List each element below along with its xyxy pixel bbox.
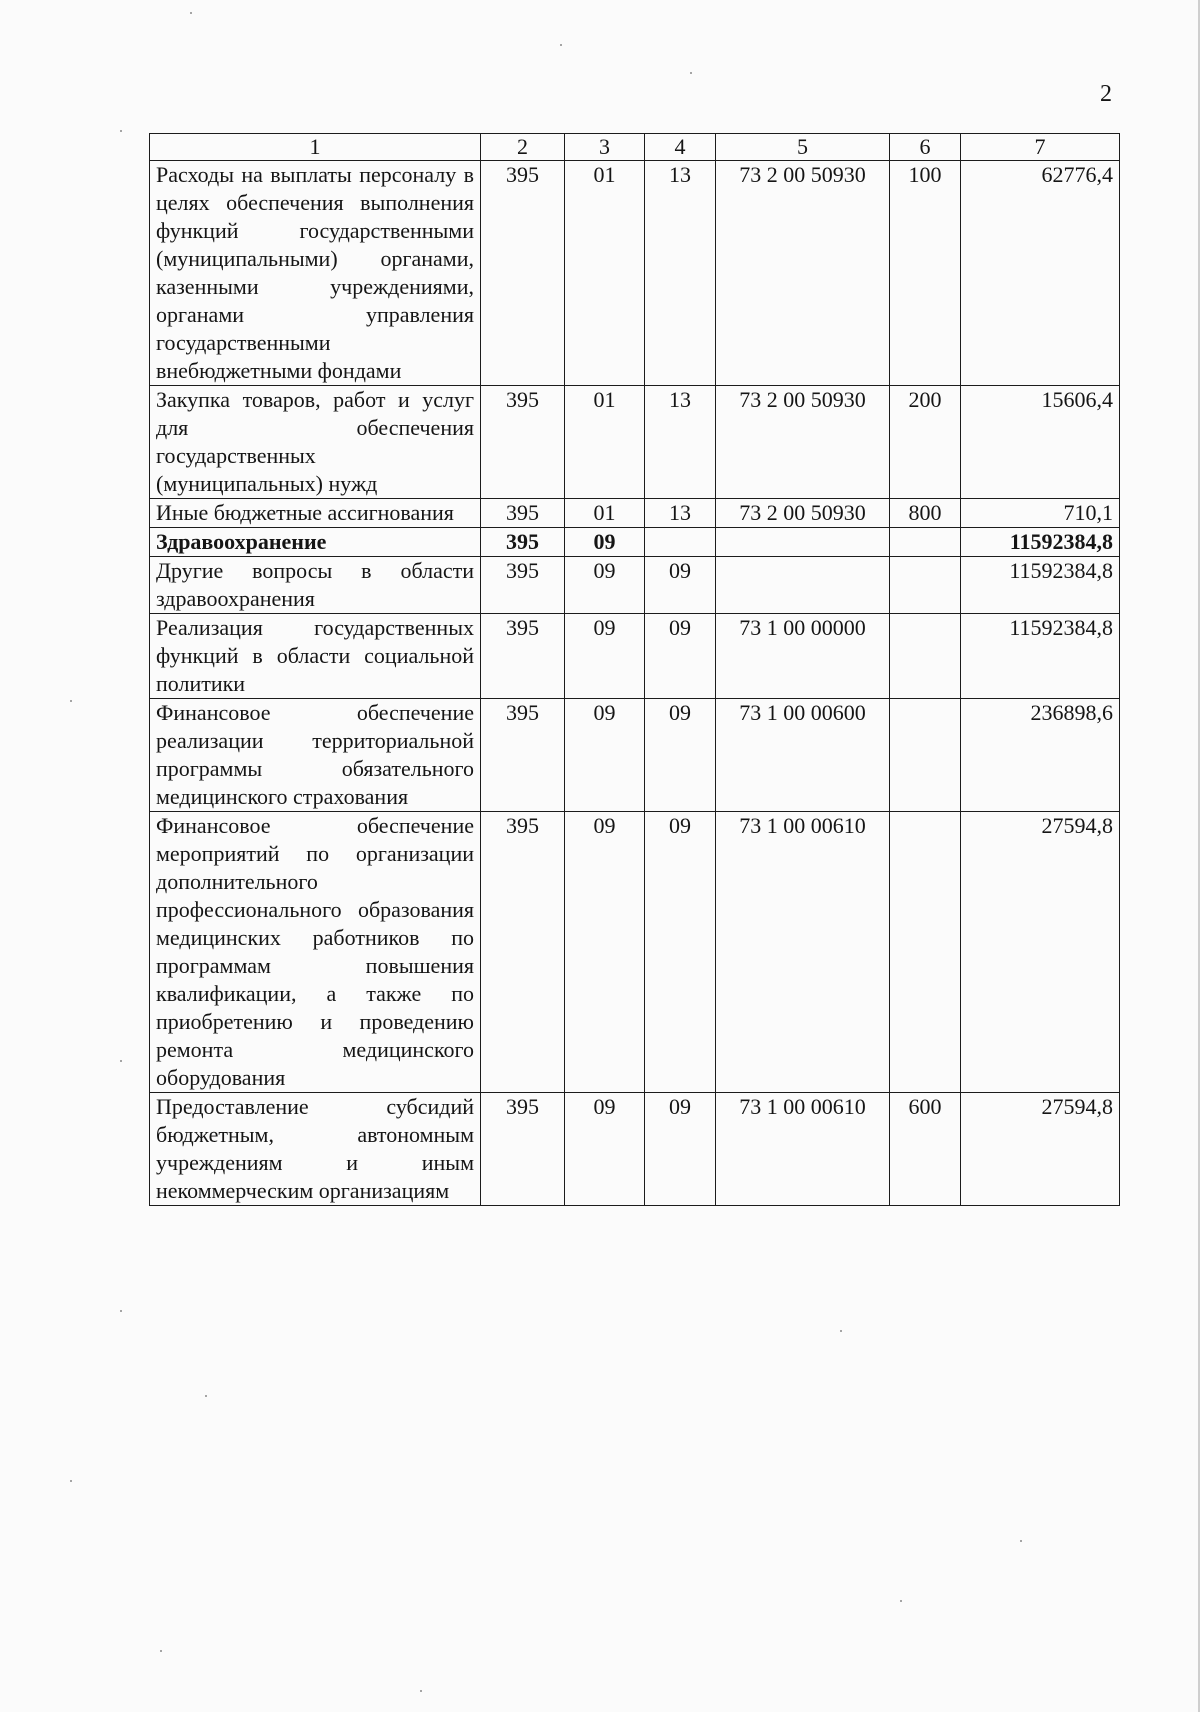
row-expense-type <box>890 614 961 699</box>
header-col-6: 6 <box>890 134 961 161</box>
header-col-4: 4 <box>645 134 716 161</box>
header-col-3: 3 <box>565 134 645 161</box>
scan-speck <box>690 72 692 74</box>
row-subsection-code <box>645 528 716 557</box>
row-subsection-code: 09 <box>645 557 716 614</box>
header-col-1: 1 <box>150 134 481 161</box>
row-description: Предоставление субсидий бюджетным, автономным учреждениям и иным некоммерческим организациям <box>150 1093 481 1206</box>
page-number: 2 <box>1100 81 1112 107</box>
row-section-code: 01 <box>565 161 645 386</box>
scan-speck <box>1020 1540 1022 1542</box>
table-header-row <box>150 134 1120 161</box>
row-target-article <box>716 557 890 614</box>
row-target-article: 73 2 00 50930 <box>716 386 890 499</box>
scan-speck <box>70 700 72 702</box>
header-col-5: 5 <box>716 134 890 161</box>
row-amount: 11592384,8 <box>961 528 1120 557</box>
row-target-article: 73 2 00 50930 <box>716 161 890 386</box>
scan-speck <box>560 44 562 46</box>
row-description: Здравоохранение <box>150 528 481 557</box>
row-amount: 11592384,8 <box>961 614 1120 699</box>
row-section-code: 09 <box>565 528 645 557</box>
header-col-2: 2 <box>481 134 565 161</box>
row-target-article <box>716 528 890 557</box>
row-amount: 11592384,8 <box>961 557 1120 614</box>
scan-speck <box>70 1480 72 1482</box>
row-amount: 62776,4 <box>961 161 1120 386</box>
row-section-code: 09 <box>565 1093 645 1206</box>
scan-speck <box>160 1650 162 1652</box>
row-target-article: 73 2 00 50930 <box>716 499 890 528</box>
row-section-code: 09 <box>565 699 645 812</box>
scan-speck <box>840 1330 842 1332</box>
row-expense-type: 100 <box>890 161 961 386</box>
scan-speck <box>900 1600 902 1602</box>
table-row-section-total <box>150 528 1120 557</box>
scan-speck <box>190 12 192 14</box>
row-expense-type <box>890 812 961 1093</box>
scan-speck <box>120 1060 122 1062</box>
row-subsection-code: 09 <box>645 1093 716 1206</box>
row-amount: 27594,8 <box>961 1093 1120 1206</box>
row-section-code: 09 <box>565 812 645 1093</box>
scan-speck <box>120 1310 122 1312</box>
row-description: Финансовое обеспечение реализации территориальной программы обязательного медицинского страхования <box>150 699 481 812</box>
table-row <box>150 499 1120 528</box>
row-description: Закупка товаров, работ и услуг для обеспечения государственных (муниципальных) нужд <box>150 386 481 499</box>
row-expense-type <box>890 699 961 812</box>
table-row <box>150 386 1120 499</box>
row-section-code: 01 <box>565 499 645 528</box>
row-subsection-code: 13 <box>645 386 716 499</box>
row-ministry-code: 395 <box>481 557 565 614</box>
table-row <box>150 161 1120 386</box>
row-subsection-code: 13 <box>645 161 716 386</box>
row-ministry-code: 395 <box>481 499 565 528</box>
row-description: Иные бюджетные ассигнования <box>150 499 481 528</box>
row-amount: 236898,6 <box>961 699 1120 812</box>
table-row <box>150 1093 1120 1206</box>
row-section-code: 09 <box>565 557 645 614</box>
scan-speck <box>205 1395 207 1397</box>
row-subsection-code: 09 <box>645 699 716 812</box>
row-description: Финансовое обеспечение мероприятий по организации дополнительного профессионального образования медицинских работников по программам повышения квалификации, а также по приобретению и проведению ремонта медицинского оборудования <box>150 812 481 1093</box>
header-col-7: 7 <box>961 134 1120 161</box>
row-ministry-code: 395 <box>481 528 565 557</box>
row-amount: 27594,8 <box>961 812 1120 1093</box>
table-row <box>150 557 1120 614</box>
row-description: Реализация государственных функций в области социальной политики <box>150 614 481 699</box>
table-row <box>150 699 1120 812</box>
scan-speck <box>420 1690 422 1692</box>
row-amount: 710,1 <box>961 499 1120 528</box>
row-target-article: 73 1 00 00610 <box>716 812 890 1093</box>
row-subsection-code: 09 <box>645 614 716 699</box>
budget-table <box>149 133 1120 1206</box>
row-description: Другие вопросы в области здравоохранения <box>150 557 481 614</box>
table-row <box>150 614 1120 699</box>
row-target-article: 73 1 00 00610 <box>716 1093 890 1206</box>
row-expense-type: 800 <box>890 499 961 528</box>
row-ministry-code: 395 <box>481 699 565 812</box>
row-ministry-code: 395 <box>481 386 565 499</box>
row-ministry-code: 395 <box>481 161 565 386</box>
row-subsection-code: 09 <box>645 812 716 1093</box>
row-expense-type: 600 <box>890 1093 961 1206</box>
row-description: Расходы на выплаты персоналу в целях обеспечения выполнения функций государственными (муниципальными) органами, казенными учреждениями, органами управления государственными внебюджетными фондами <box>150 161 481 386</box>
row-ministry-code: 395 <box>481 614 565 699</box>
row-target-article: 73 1 00 00600 <box>716 699 890 812</box>
row-amount: 15606,4 <box>961 386 1120 499</box>
row-section-code: 01 <box>565 386 645 499</box>
row-ministry-code: 395 <box>481 1093 565 1206</box>
row-expense-type: 200 <box>890 386 961 499</box>
row-expense-type <box>890 557 961 614</box>
table-row <box>150 812 1120 1093</box>
row-expense-type <box>890 528 961 557</box>
row-ministry-code: 395 <box>481 812 565 1093</box>
row-subsection-code: 13 <box>645 499 716 528</box>
row-target-article: 73 1 00 00000 <box>716 614 890 699</box>
row-section-code: 09 <box>565 614 645 699</box>
scan-speck <box>120 130 122 132</box>
